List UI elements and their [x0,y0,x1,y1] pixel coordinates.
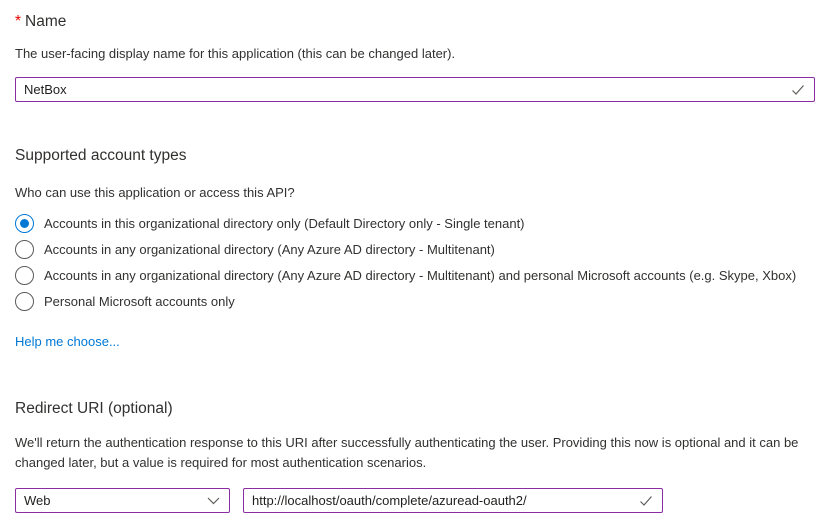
supported-account-types-heading: Supported account types [15,147,187,164]
redirect-uri-description: We'll return the authentication response to this URI after successfully authenticating the user. Providing this now is optional and it can be changed later, but a value is required for most authentication scenarios. [15,435,799,470]
name-input-container [15,77,815,102]
name-field-description: The user-facing display name for this application (this can be changed later). [15,46,456,61]
redirect-uri-controls [15,488,815,513]
account-types-question: Who can use this application or access this API? [15,185,295,200]
radio-option-label: Accounts in this organizational directory only (Default Directory only - Single tenant) [44,215,525,231]
radio-icon [15,292,34,311]
radio-option-single-tenant[interactable] [15,210,815,236]
radio-icon [15,214,34,233]
radio-icon [15,266,34,285]
name-input[interactable] [16,78,791,101]
name-label-text: Name [25,13,67,30]
chevron-down-icon [207,497,229,505]
radio-option-multitenant-personal[interactable] [15,262,815,288]
app-registration-form [0,12,829,513]
name-field-label [15,12,815,32]
radio-option-label: Accounts in any organizational directory (Any Azure AD directory - Multitenant) and personal Microsoft accounts (e.g. Skype, Xbox) [44,267,797,283]
platform-select-value: Web [24,493,51,508]
checkmark-icon [791,84,814,96]
required-marker: * [15,13,22,30]
redirect-uri-input[interactable] [244,489,639,512]
radio-option-multitenant[interactable] [15,236,815,262]
radio-icon [15,240,34,259]
redirect-uri-heading: Redirect URI (optional) [15,400,173,417]
redirect-uri-input-container [243,488,663,513]
radio-option-label: Personal Microsoft accounts only [44,293,235,309]
radio-option-label: Accounts in any organizational directory (Any Azure AD directory - Multitenant) [44,241,495,257]
help-me-choose-link[interactable]: Help me choose... [15,334,120,349]
platform-select[interactable] [15,488,230,513]
checkmark-icon [639,495,662,507]
account-types-radio-group [15,210,815,314]
radio-option-personal-only[interactable] [15,288,815,314]
